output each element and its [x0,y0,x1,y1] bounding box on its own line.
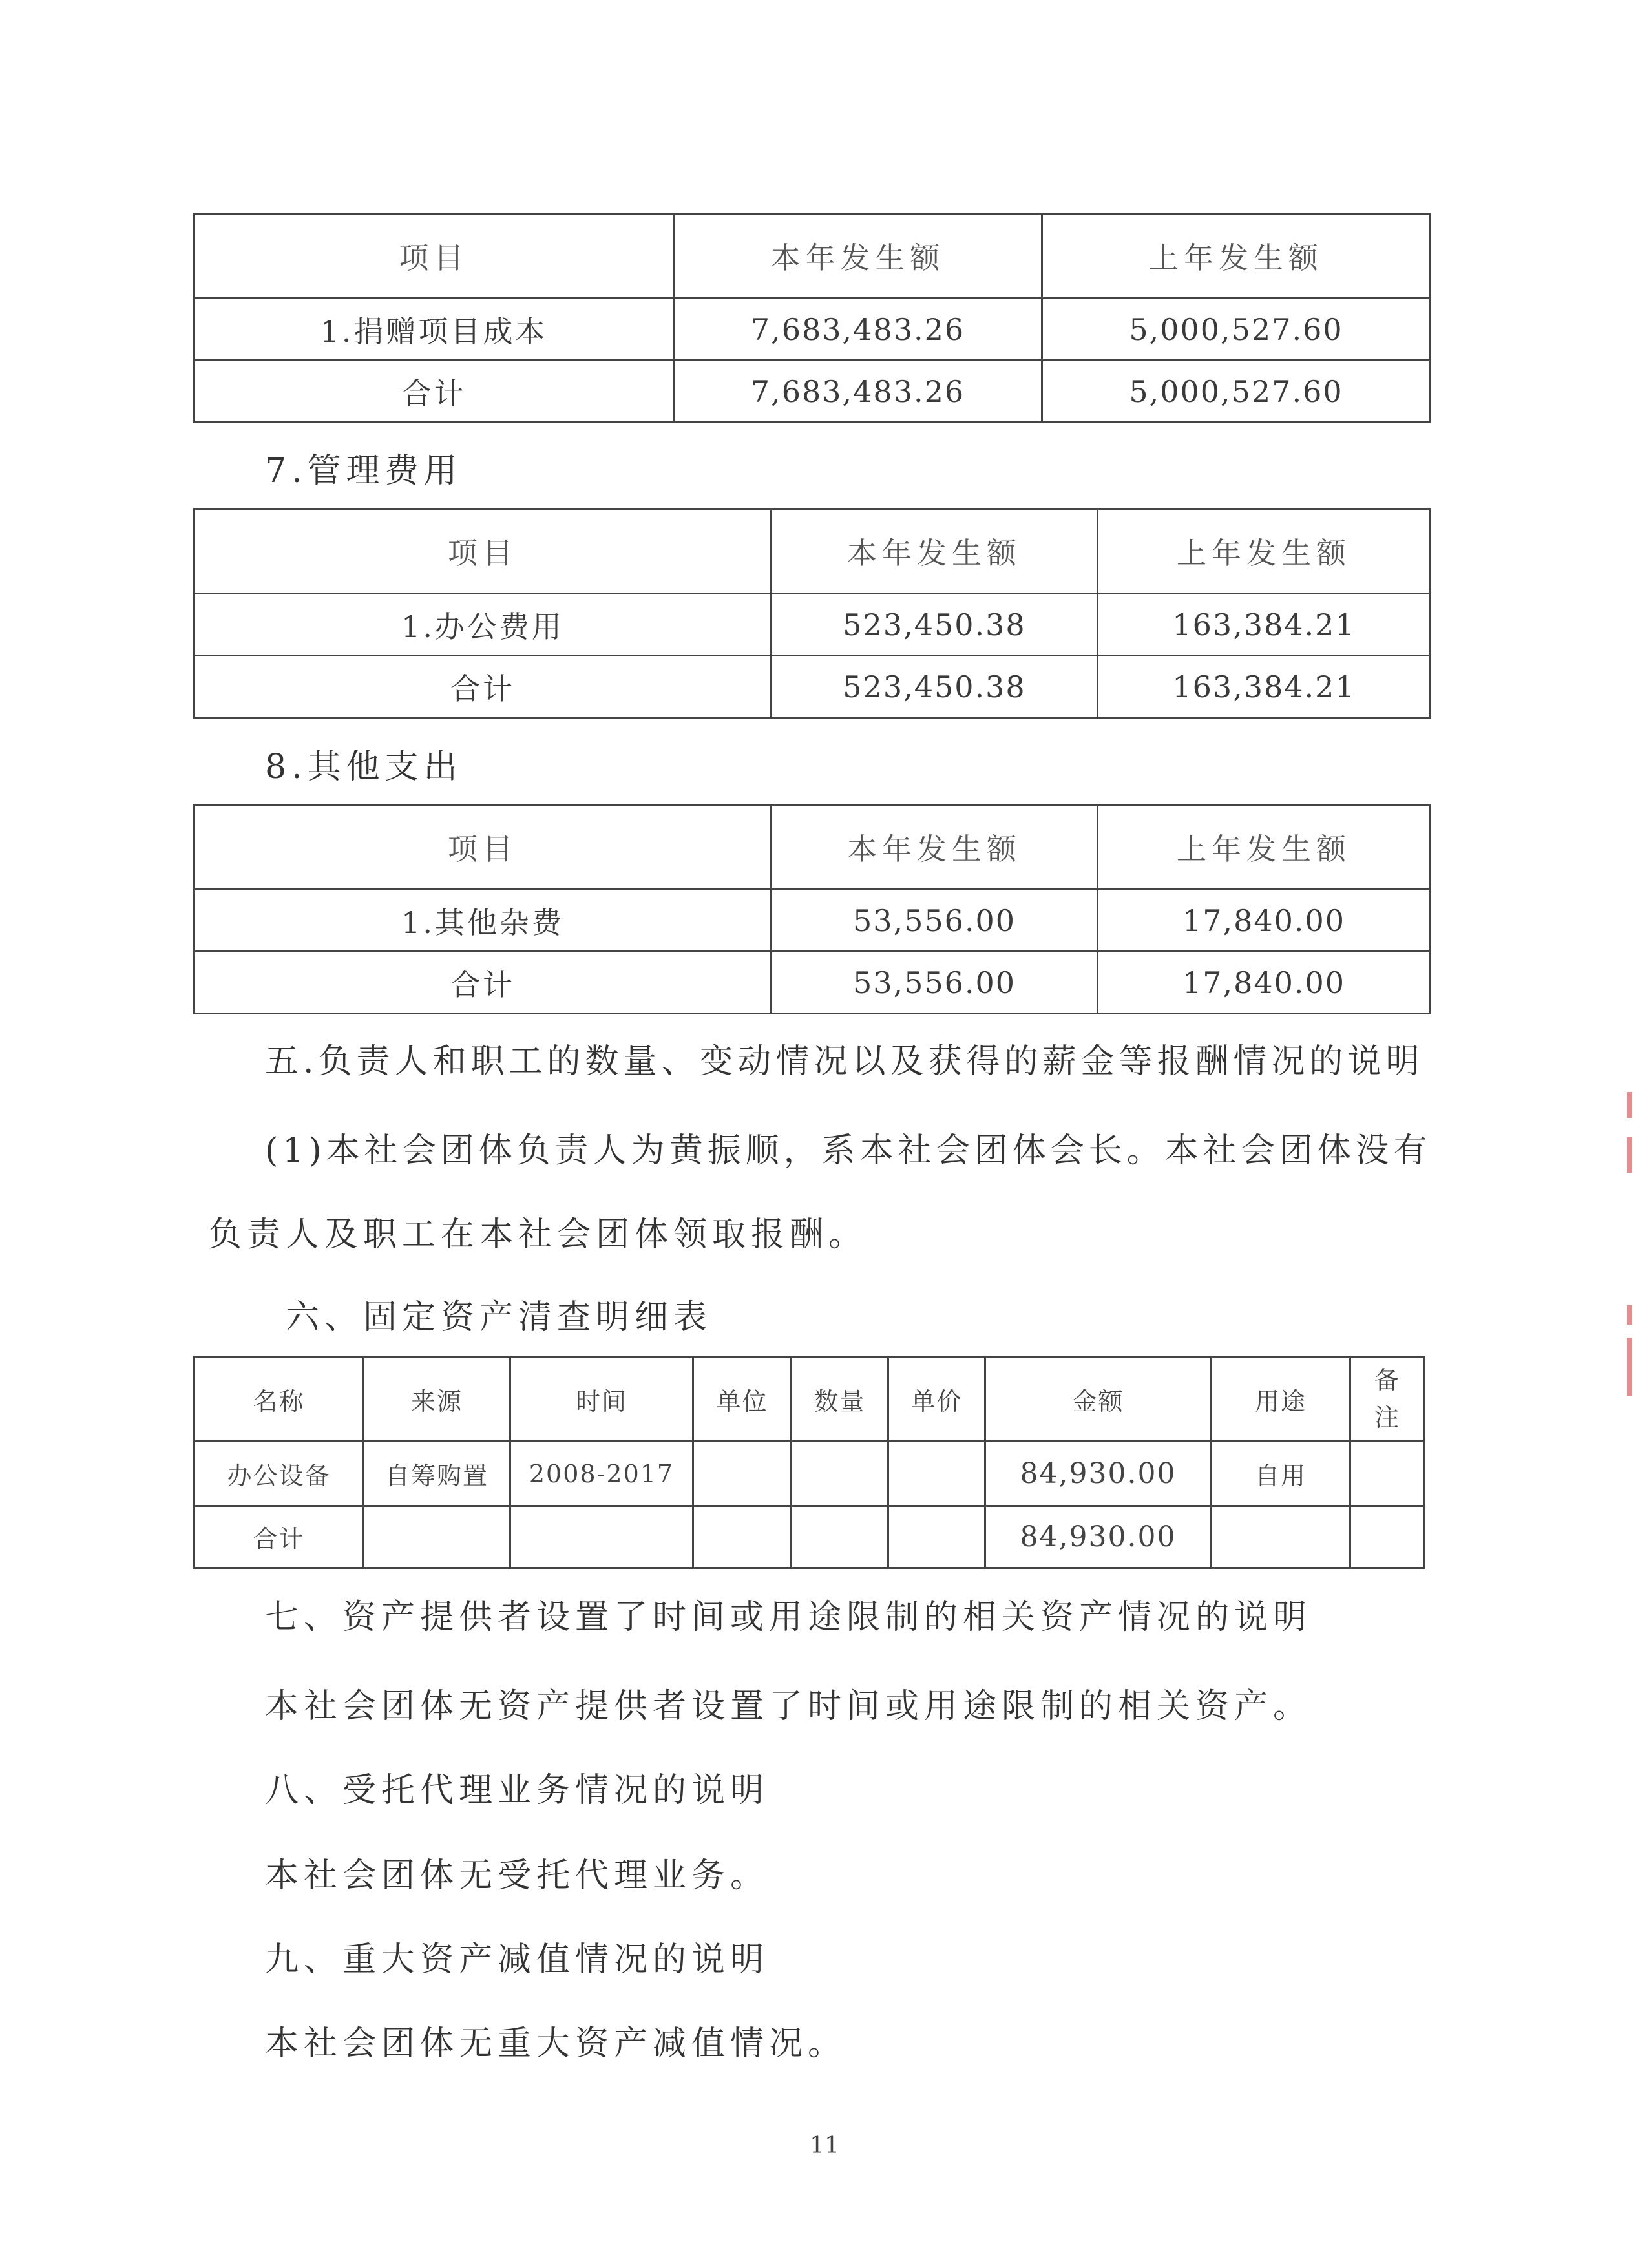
header-cell: 项目 [194,509,772,594]
seal-fragment [1627,1305,1632,1325]
table-cell [693,1506,792,1568]
table-cell [888,1442,985,1506]
table-cell: 5,000,527.60 [1042,361,1431,423]
table-cell [510,1506,693,1568]
table-row [194,1442,1425,1506]
header-cell: 上年发生额 [1098,509,1431,594]
header-cell: 金额 [985,1357,1212,1442]
section-heading-other-expenses: 8.其他支出 [265,748,463,786]
table-cell [1212,1506,1350,1568]
paragraph-line: 本社会团体无重大资产减值情况。 [265,2024,847,2063]
donation-cost-table [193,213,1431,423]
header-cell: 来源 [364,1357,510,1442]
table-cell: 84,930.00 [985,1442,1212,1506]
section-heading-restricted-assets: 七、资产提供者设置了时间或用途限制的相关资产情况的说明 [265,1598,1312,1637]
table-cell: 合计 [194,361,674,423]
table-cell [792,1442,888,1506]
table-cell: 53,556.00 [772,890,1098,952]
table-cell: 1.办公费用 [194,594,772,656]
table-cell: 17,840.00 [1098,890,1431,952]
table-cell: 7,683,483.26 [674,299,1042,361]
paragraph-line: 本社会团体无资产提供者设置了时间或用途限制的相关资产。 [265,1687,1312,1726]
paragraph-line: 本社会团体无受托代理业务。 [265,1856,770,1895]
table-cell: 5,000,527.60 [1042,299,1431,361]
remark-header-char: 备 [1374,1366,1400,1394]
table-cell: 1.捐赠项目成本 [194,299,674,361]
header-cell: 名称 [194,1357,364,1442]
table-cell [364,1506,510,1568]
table-cell: 合计 [194,952,772,1014]
header-cell: 本年发生额 [772,509,1098,594]
table-header-row [194,1357,1425,1442]
table-cell: 163,384.21 [1098,594,1431,656]
other-expense-table [193,804,1431,1014]
table-cell: 合计 [194,656,772,718]
admin-expense-table [193,508,1431,719]
section-heading-agency-business: 八、受托代理业务情况的说明 [265,1771,770,1810]
section-heading-fixed-assets: 六、固定资产清查明细表 [286,1298,713,1337]
header-cell: 上年发生额 [1098,805,1431,890]
paragraph-line: 负责人及职工在本社会团体领取报酬。 [208,1215,868,1254]
table-cell [1350,1506,1425,1568]
remark-header-char: 注 [1374,1403,1400,1432]
seal-fragment [1627,1338,1632,1396]
table-cell: 163,384.21 [1098,656,1431,718]
page-number: 11 [810,2132,839,2159]
seal-fragment [1627,1137,1632,1173]
table-row [194,890,1431,952]
table-cell [888,1506,985,1568]
table-cell: 自用 [1212,1442,1350,1506]
header-cell: 用途 [1212,1357,1350,1442]
table-cell: 523,450.38 [772,594,1098,656]
header-cell: 本年发生额 [674,214,1042,299]
section-heading-admin-expenses: 7.管理费用 [265,452,463,490]
table-header-row [194,805,1431,890]
table-cell: 合计 [194,1506,364,1568]
table-cell: 自筹购置 [364,1442,510,1506]
header-cell: 项目 [194,214,674,299]
table-total-row [194,361,1431,423]
fixed-asset-table [193,1356,1425,1569]
table-cell: 523,450.38 [772,656,1098,718]
header-cell-remark [1350,1357,1425,1442]
table-row [194,594,1431,656]
table-cell [792,1506,888,1568]
paragraph-line: (1)本社会团体负责人为黄振顺，系本社会团体会长。本社会团体没有 [265,1131,1432,1170]
table-cell: 2008-2017 [510,1442,693,1506]
table-cell [693,1442,792,1506]
table-cell: 1.其他杂费 [194,890,772,952]
table-cell [1350,1442,1425,1506]
table-total-row [194,952,1431,1014]
table-total-row [194,1506,1425,1568]
table-total-row [194,656,1431,718]
header-cell: 单位 [693,1357,792,1442]
header-cell: 时间 [510,1357,693,1442]
table-header-row [194,509,1431,594]
table-row [194,299,1431,361]
header-cell: 本年发生额 [772,805,1098,890]
table-cell: 办公设备 [194,1442,364,1506]
table-cell: 7,683,483.26 [674,361,1042,423]
table-cell: 84,930.00 [985,1506,1212,1568]
table-cell: 53,556.00 [772,952,1098,1014]
seal-fragment [1627,1092,1632,1118]
header-cell: 项目 [194,805,772,890]
section-heading-asset-impairment: 九、重大资产减值情况的说明 [265,1940,770,1979]
header-cell: 数量 [792,1357,888,1442]
table-header-row [194,214,1431,299]
header-cell: 上年发生额 [1042,214,1431,299]
table-cell: 17,840.00 [1098,952,1431,1014]
section-heading-staff-compensation: 五.负责人和职工的数量、变动情况以及获得的薪金等报酬情况的说明 [265,1042,1424,1081]
header-cell: 单价 [888,1357,985,1442]
